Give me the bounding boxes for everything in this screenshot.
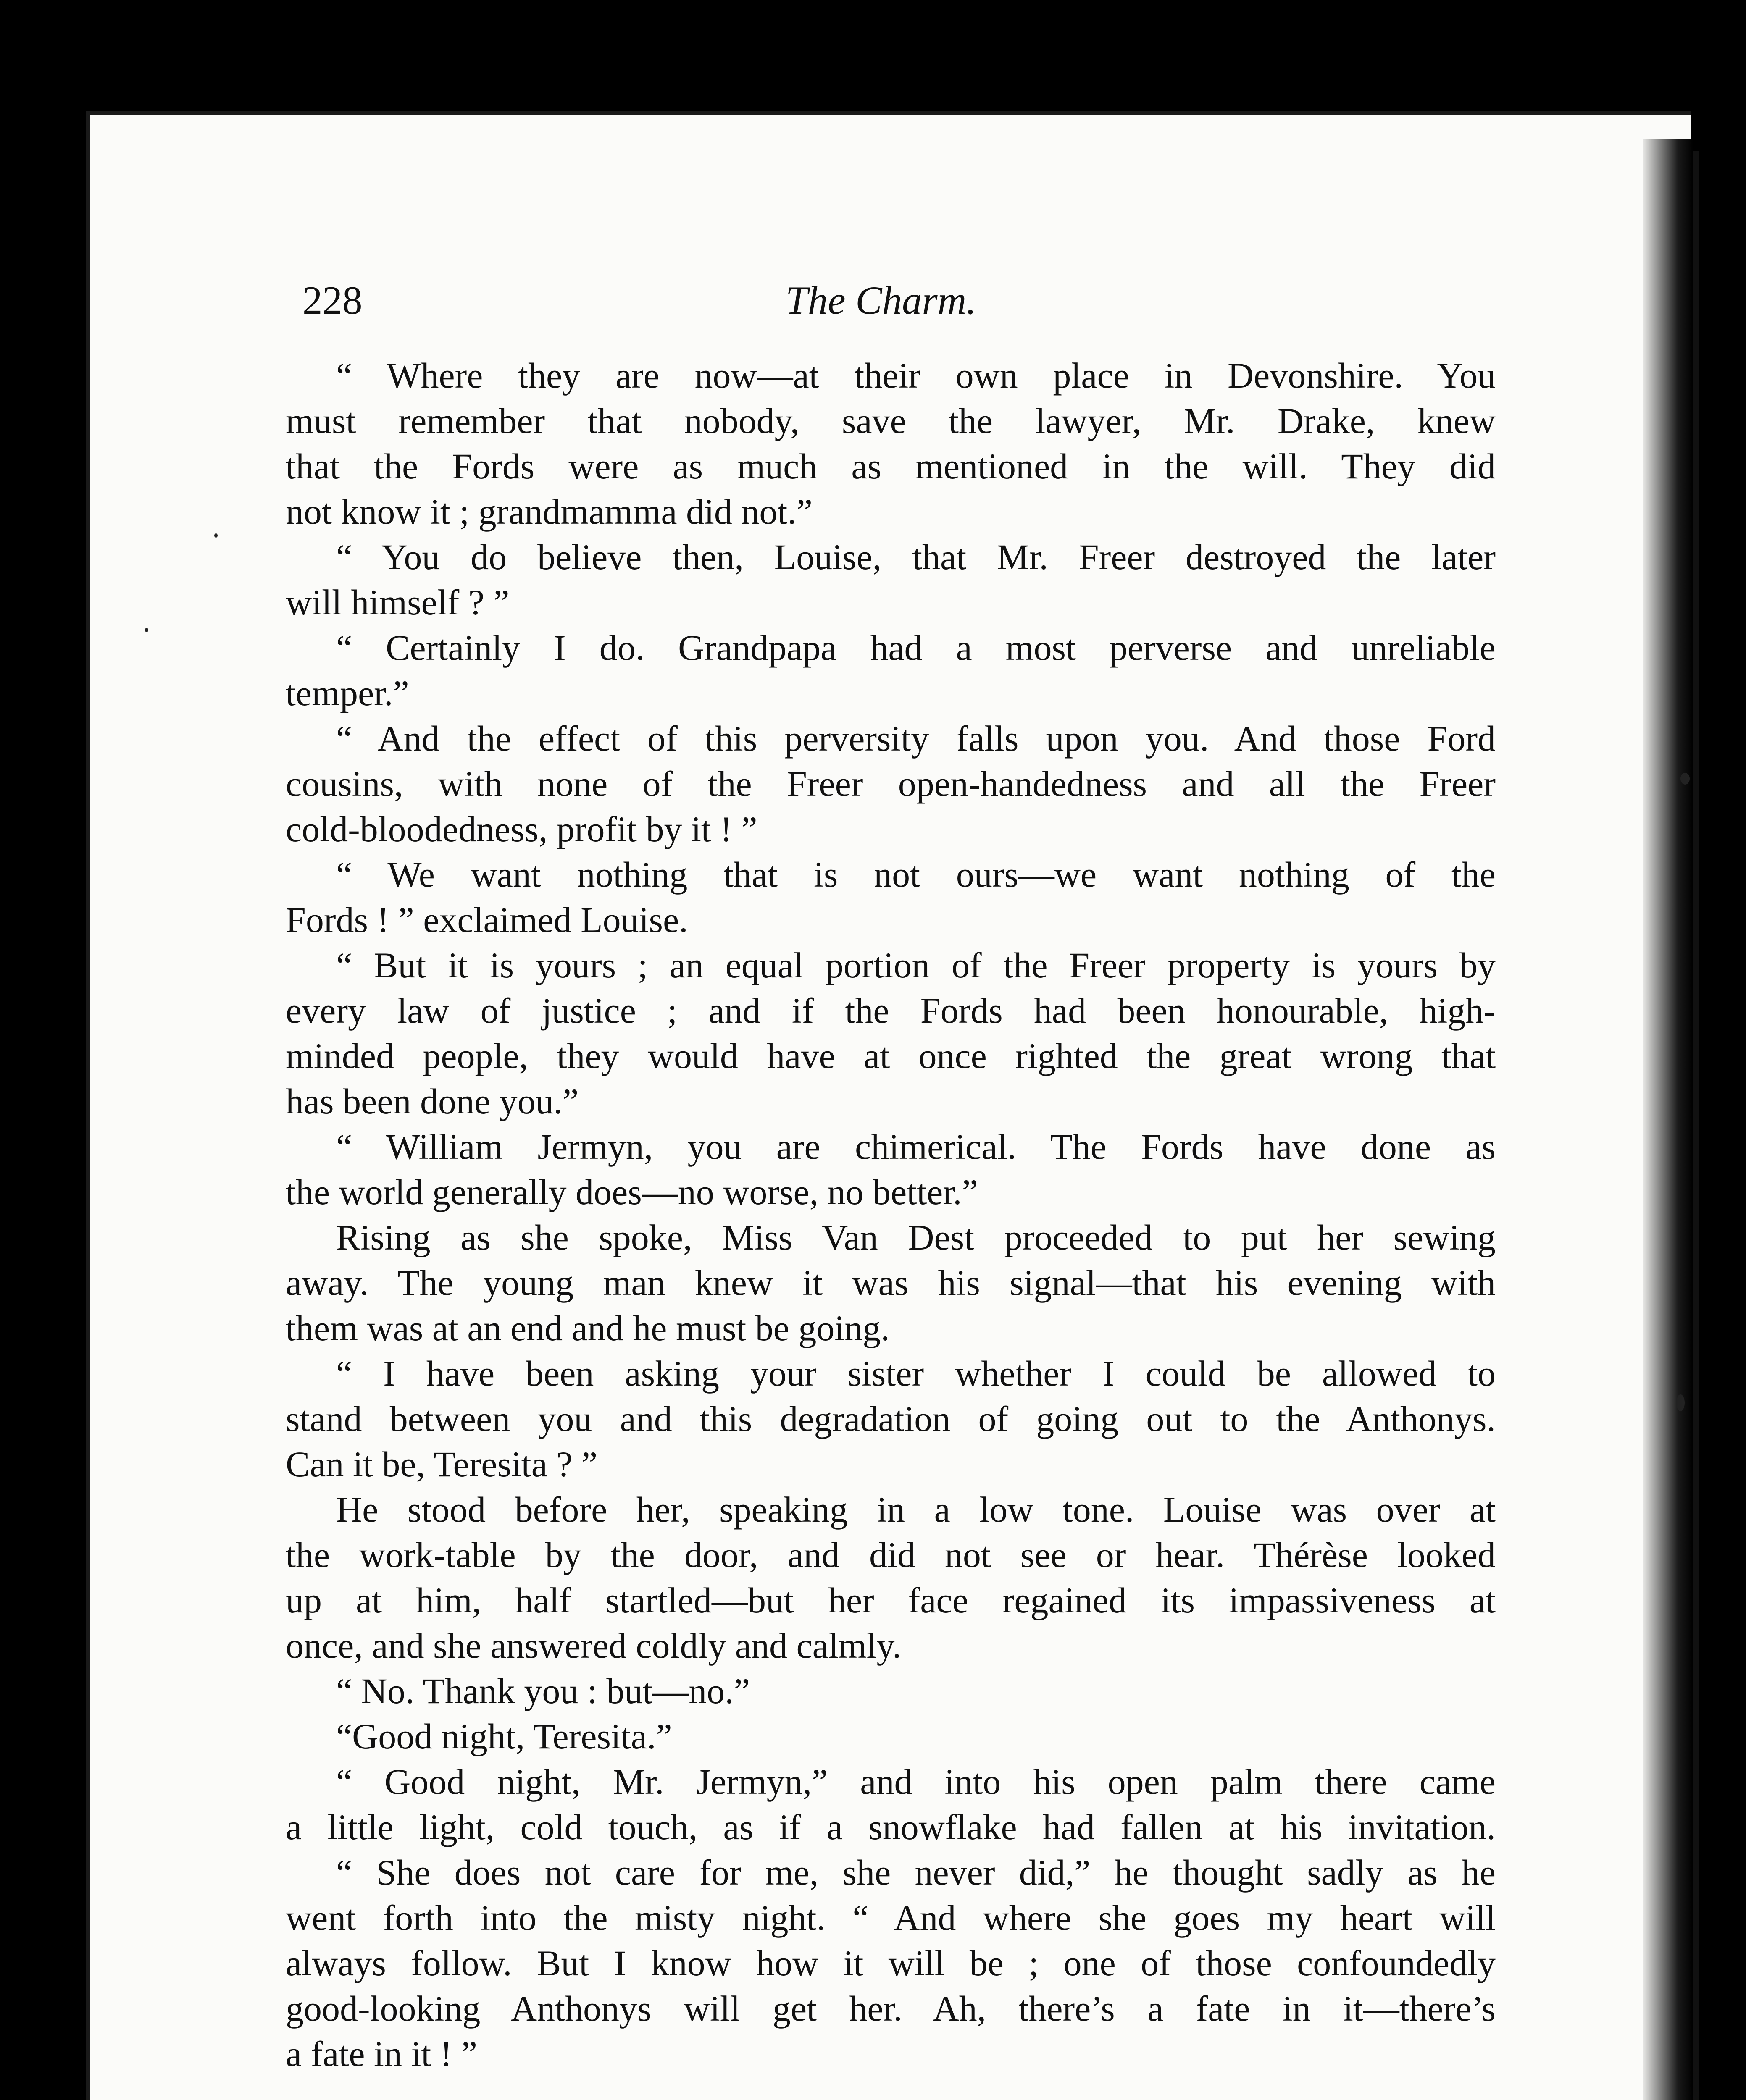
text-line: Rising as she spoke, Miss Van Dest proceeded to put her sewing xyxy=(336,1217,1496,1257)
text-line: “ I have been asking your sister whether I could be allowed to xyxy=(336,1353,1496,1394)
text-line: stand between you and this degradation of going out to the Anthonys. xyxy=(286,1399,1496,1439)
text-line: “ Certainly I do. Grandpapa had a most perverse and unreliable xyxy=(336,627,1496,668)
text-line: must remember that nobody, save the lawyer, Mr. Drake, knew xyxy=(286,401,1496,441)
text-line: “ No. Thank you : but—no.” xyxy=(336,1671,750,1711)
page-number: 228 xyxy=(302,278,363,323)
text-line: “ Good night, Mr. Jermyn,” and into his open palm there came xyxy=(336,1761,1496,1802)
text-line: “ We want nothing that is not ours—we want nothing of the xyxy=(336,854,1496,895)
text-line: up at him, half startled—but her face regained its impassiveness at xyxy=(286,1580,1496,1620)
text-line: went forth into the misty night. “ And where she goes my heart will xyxy=(286,1898,1496,1938)
text-line: “ And the effect of this perversity falls upon you. And those Ford xyxy=(336,718,1496,759)
text-line: “ But it is yours ; an equal portion of the Freer property is yours by xyxy=(336,945,1496,985)
binding-edge xyxy=(1693,151,1699,2100)
text-line: temper.” xyxy=(286,673,409,713)
text-line: Can it be, Teresita ? ” xyxy=(286,1444,598,1484)
body-text xyxy=(286,353,1496,2100)
text-line: the work-table by the door, and did not see or hear. Thérèse looked xyxy=(286,1535,1496,1575)
text-line: a little light, cold touch, as if a snowflake had fallen at his invitation. xyxy=(286,1807,1496,1847)
text-line: once, and she answered coldly and calmly. xyxy=(286,1625,902,1666)
text-line: “ She does not care for me, she never did,” he thought sadly as he xyxy=(336,1852,1496,1893)
text-line: “Good night, Teresita.” xyxy=(336,1716,672,1756)
text-line: “ William Jermyn, you are chimerical. The Fords have done as xyxy=(336,1126,1496,1167)
text-line: “ Where they are now—at their own place in Devonshire. You xyxy=(336,355,1496,396)
ink-speck xyxy=(145,628,148,632)
text-line: the world generally does—no worse, no better.” xyxy=(286,1172,978,1212)
text-line: a fate in it ! ” xyxy=(286,2034,478,2074)
ink-speck xyxy=(1680,773,1690,785)
text-line: has been done you.” xyxy=(286,1081,579,1121)
text-line: cousins, with none of the Freer open-handedness and all the Freer xyxy=(286,764,1496,804)
text-line: them was at an end and he must be going. xyxy=(286,1308,890,1348)
text-line: minded people, they would have at once righted the great wrong that xyxy=(286,1036,1496,1076)
page-edge-shadow xyxy=(1643,139,1693,2100)
text-line: Fords ! ” exclaimed Louise. xyxy=(286,900,688,940)
text-line: will himself ? ” xyxy=(286,582,510,622)
text-line: every law of justice ; and if the Fords had been honourable, high- xyxy=(286,990,1496,1031)
text-line: away. The young man knew it was his signal—that his evening with xyxy=(286,1263,1496,1303)
text-line: He stood before her, speaking in a low tone. Louise was over at xyxy=(336,1489,1496,1530)
text-line: “ You do believe then, Louise, that Mr. Freer destroyed the later xyxy=(336,537,1496,577)
text-line: always follow. But I know how it will be ; one of those confoundedly xyxy=(286,1943,1496,1983)
ink-speck xyxy=(214,533,218,538)
ink-speck xyxy=(1676,1394,1685,1411)
text-line: cold-bloodedness, profit by it ! ” xyxy=(286,809,757,849)
running-head: The Charm. xyxy=(786,278,976,323)
text-line: that the Fords were as much as mentioned in the will. They did xyxy=(286,446,1496,486)
text-line: good-looking Anthonys will get her. Ah, there’s a fate in it—there’s xyxy=(286,1988,1496,2029)
text-line: not know it ; grandmamma did not.” xyxy=(286,491,813,532)
